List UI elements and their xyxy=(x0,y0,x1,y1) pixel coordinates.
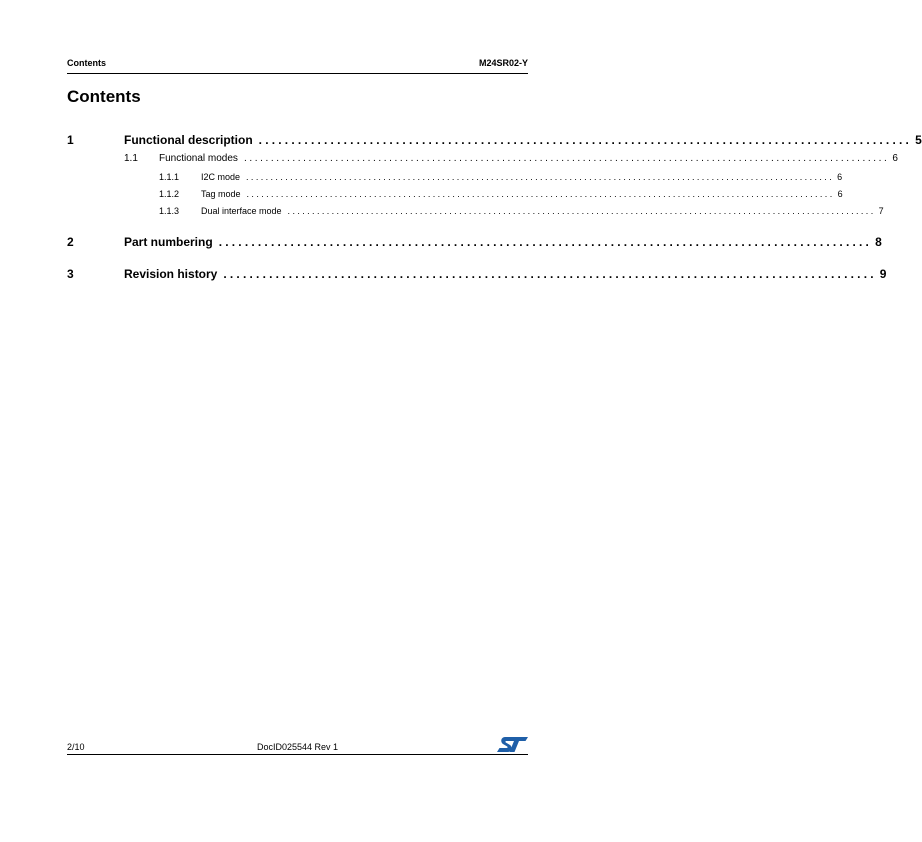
toc-leader: ........................................................................................................................ xyxy=(243,153,890,164)
toc-leader: ........................................................................................................................ xyxy=(287,206,876,216)
toc-entry-part-numbering[interactable] xyxy=(67,235,882,251)
toc-leader: .................................................................................................... xyxy=(218,235,873,249)
toc-entry-tag-mode[interactable] xyxy=(67,189,843,201)
toc-entry-i2c-mode[interactable] xyxy=(67,172,843,184)
toc-page: 6 xyxy=(837,189,843,199)
footer-rule xyxy=(67,754,528,755)
toc-entry-revision-history[interactable] xyxy=(67,267,887,283)
st-logo-icon xyxy=(497,736,528,753)
toc-number: 1.1.2 xyxy=(159,189,180,199)
toc-label: Part numbering xyxy=(124,235,213,249)
toc-page: 9 xyxy=(879,267,887,281)
header-rule xyxy=(67,73,528,74)
toc-leader: ........................................................................................................................ xyxy=(246,172,835,182)
toc-page: 6 xyxy=(837,172,843,182)
toc-number: 1.1.3 xyxy=(159,206,180,216)
toc-label: Revision history xyxy=(124,267,218,281)
toc-entry-functional-modes[interactable] xyxy=(67,153,898,167)
running-header-left: Contents xyxy=(67,58,106,68)
toc-page: 5 xyxy=(915,133,922,147)
toc-page: 7 xyxy=(878,206,884,216)
running-header-right: M24SR02-Y xyxy=(478,58,528,68)
toc-number: 1.1 xyxy=(124,153,138,164)
toc-number: 3 xyxy=(67,267,74,281)
toc-label: Functional description xyxy=(124,133,253,147)
footer-doc-id: DocID025544 Rev 1 xyxy=(256,742,339,752)
toc-leader: .................................................................................................... xyxy=(258,133,913,147)
toc-entry-dual-interface-mode[interactable] xyxy=(67,206,884,218)
toc-leader: ........................................................................................................................ xyxy=(246,189,835,199)
toc-entry-functional-description[interactable] xyxy=(67,133,922,149)
toc-label: Tag mode xyxy=(201,189,241,199)
toc-page: 8 xyxy=(875,235,882,249)
toc-label: I2C mode xyxy=(201,172,241,182)
toc-number: 2 xyxy=(67,235,74,249)
toc-leader: .................................................................................................... xyxy=(223,267,877,281)
toc-label: Dual interface mode xyxy=(201,206,282,216)
toc-page: 6 xyxy=(892,153,898,164)
toc-label: Functional modes xyxy=(159,153,238,164)
toc-number: 1.1.1 xyxy=(159,172,180,182)
toc-number: 1 xyxy=(67,133,74,147)
footer-page-number: 2/10 xyxy=(67,742,85,752)
page-title: Contents xyxy=(67,87,141,106)
